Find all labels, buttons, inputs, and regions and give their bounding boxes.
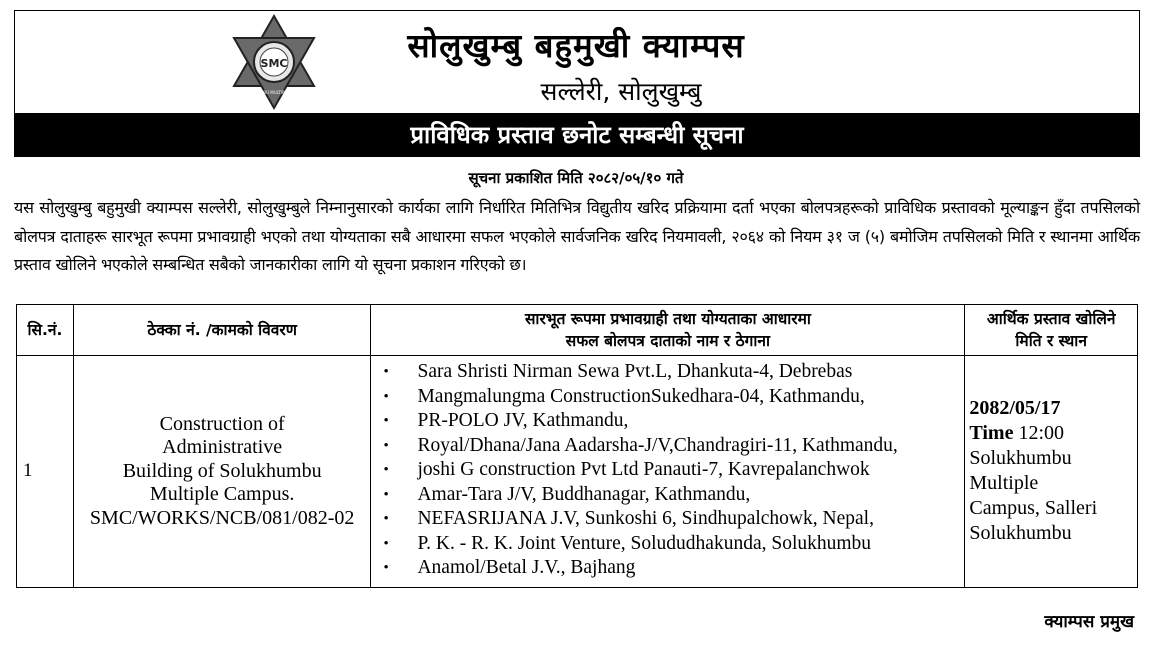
campus-address: सल्लेरी, सोलुखुम्बु bbox=[540, 77, 702, 106]
opening-date-value: 2082/05/17 bbox=[969, 397, 1061, 420]
opening-time-value: 12:00 bbox=[1013, 422, 1065, 445]
campus-title: सोलुखुम्बु बहुमुखी क्याम्पस bbox=[407, 26, 745, 65]
opening-date bbox=[969, 396, 1134, 421]
work-line: Administrative bbox=[162, 436, 283, 458]
header-bidders bbox=[371, 305, 965, 356]
logo-ring-text: SOLUKHUMBU MULTIPLE CAMPUS bbox=[240, 90, 308, 95]
opening-time-label: Time bbox=[969, 422, 1014, 445]
row-bidders bbox=[371, 356, 965, 588]
work-line: Building of Solukhumbu bbox=[122, 459, 322, 482]
table-header-row bbox=[17, 305, 1138, 356]
header-bidders-line1: सारभूत रूपमा प्रभावग्राही तथा योग्यताका आधारमा bbox=[524, 310, 811, 328]
bidder-item: • Mangmalungma ConstructionSukedhara-04, Kathmandu, bbox=[417, 385, 964, 410]
work-line: SMC/WORKS/NCB/081/082-02 bbox=[89, 506, 355, 529]
bidder-item: • joshi G construction Pvt Ltd Panauti-7, Kavrepalanchwok bbox=[417, 458, 964, 483]
row-work bbox=[73, 356, 371, 588]
opening-place-line: Multiple bbox=[969, 472, 1039, 495]
bidder-item: • Anamol/Betal J.V., Bajhang bbox=[417, 556, 964, 581]
header-opening-line1: आर्थिक प्रस्ताव खोलिने bbox=[986, 310, 1116, 328]
bidder-item: • Royal/Dhana/Jana Aadarsha-J/V,Chandragiri-11, Kathmandu, bbox=[417, 434, 964, 459]
opening-place-line: Solukhumbu bbox=[969, 447, 1072, 470]
published-date: सूचना प्रकाशित मिति २०८२/०५/१० गते bbox=[468, 169, 684, 187]
header-opening bbox=[965, 305, 1138, 356]
bidders-list bbox=[371, 360, 964, 581]
bidder-item: • Amar-Tara J/V, Buddhanagar, Kathmandu, bbox=[417, 483, 964, 508]
bidder-item: • PR-POLO JV, Kathmandu, bbox=[417, 409, 964, 434]
signature: क्याम्पस प्रमुख bbox=[1044, 612, 1134, 632]
bidders-table bbox=[16, 304, 1138, 588]
row-opening bbox=[965, 356, 1138, 588]
bidder-item: • Sara Shristi Nirman Sewa Pvt.L, Dhankuta-4, Debrebas bbox=[417, 360, 964, 385]
opening-time bbox=[969, 421, 1134, 446]
row-sn: 1 bbox=[17, 356, 74, 588]
work-line: Multiple Campus. bbox=[149, 483, 295, 505]
opening-place-line: Solukhumbu bbox=[969, 522, 1072, 545]
header-opening-line2: मिति र स्थान bbox=[1015, 332, 1087, 350]
bidder-item: • NEFASRIJANA J.V, Sunkoshi 6, Sindhupalchowk, Nepal, bbox=[417, 507, 964, 532]
bidder-item: • P. K. - R. K. Joint Venture, Solududhakunda, Solukhumbu bbox=[417, 532, 964, 557]
work-line: Construction of bbox=[159, 412, 285, 435]
header-work: ठेक्का नं. /कामको विवरण bbox=[73, 305, 371, 356]
header-sn: सि.नं. bbox=[17, 305, 74, 356]
notice-banner: प्राविधिक प्रस्ताव छनोट सम्बन्धी सूचना bbox=[14, 113, 1140, 157]
notice-body: यस सोलुखुम्बु बहुमुखी क्याम्पस सल्लेरी, सोलुखुम्बुले निम्नानुसारको कार्यका लागि निर्धारित मितिभित्र विद्युतीय खरिद प्रक्रियामा दर्ता भएका बोलपत्रहरूको प्राविधिक प्रस्तावको मूल्याङ्कन हुँदा तपसिलको बोलपत्र दाताहरू सारभूत रूपमा प्रभावग्राही भएको तथा योग्यताका सबै आधारमा सफल भएकोले सार्वजनिक खरिद नियमावली, २०६४ को नियम ३१ ज (५) बमोजिम तपसिलको मिति र स्थानमा आर्थिक प्रस्ताव खोलिने भएकोले सम्बन्धित सबैको जानकारीका लागि यो सूचना प्रकाशन गरिएको छ। bbox=[14, 198, 1140, 274]
logo-text: SMC bbox=[260, 57, 288, 70]
opening-place-line: Campus, Salleri bbox=[969, 497, 1098, 520]
table-row bbox=[17, 356, 1138, 588]
header-bidders-line2: सफल बोलपत्र दाताको नाम र ठेगाना bbox=[565, 332, 771, 350]
